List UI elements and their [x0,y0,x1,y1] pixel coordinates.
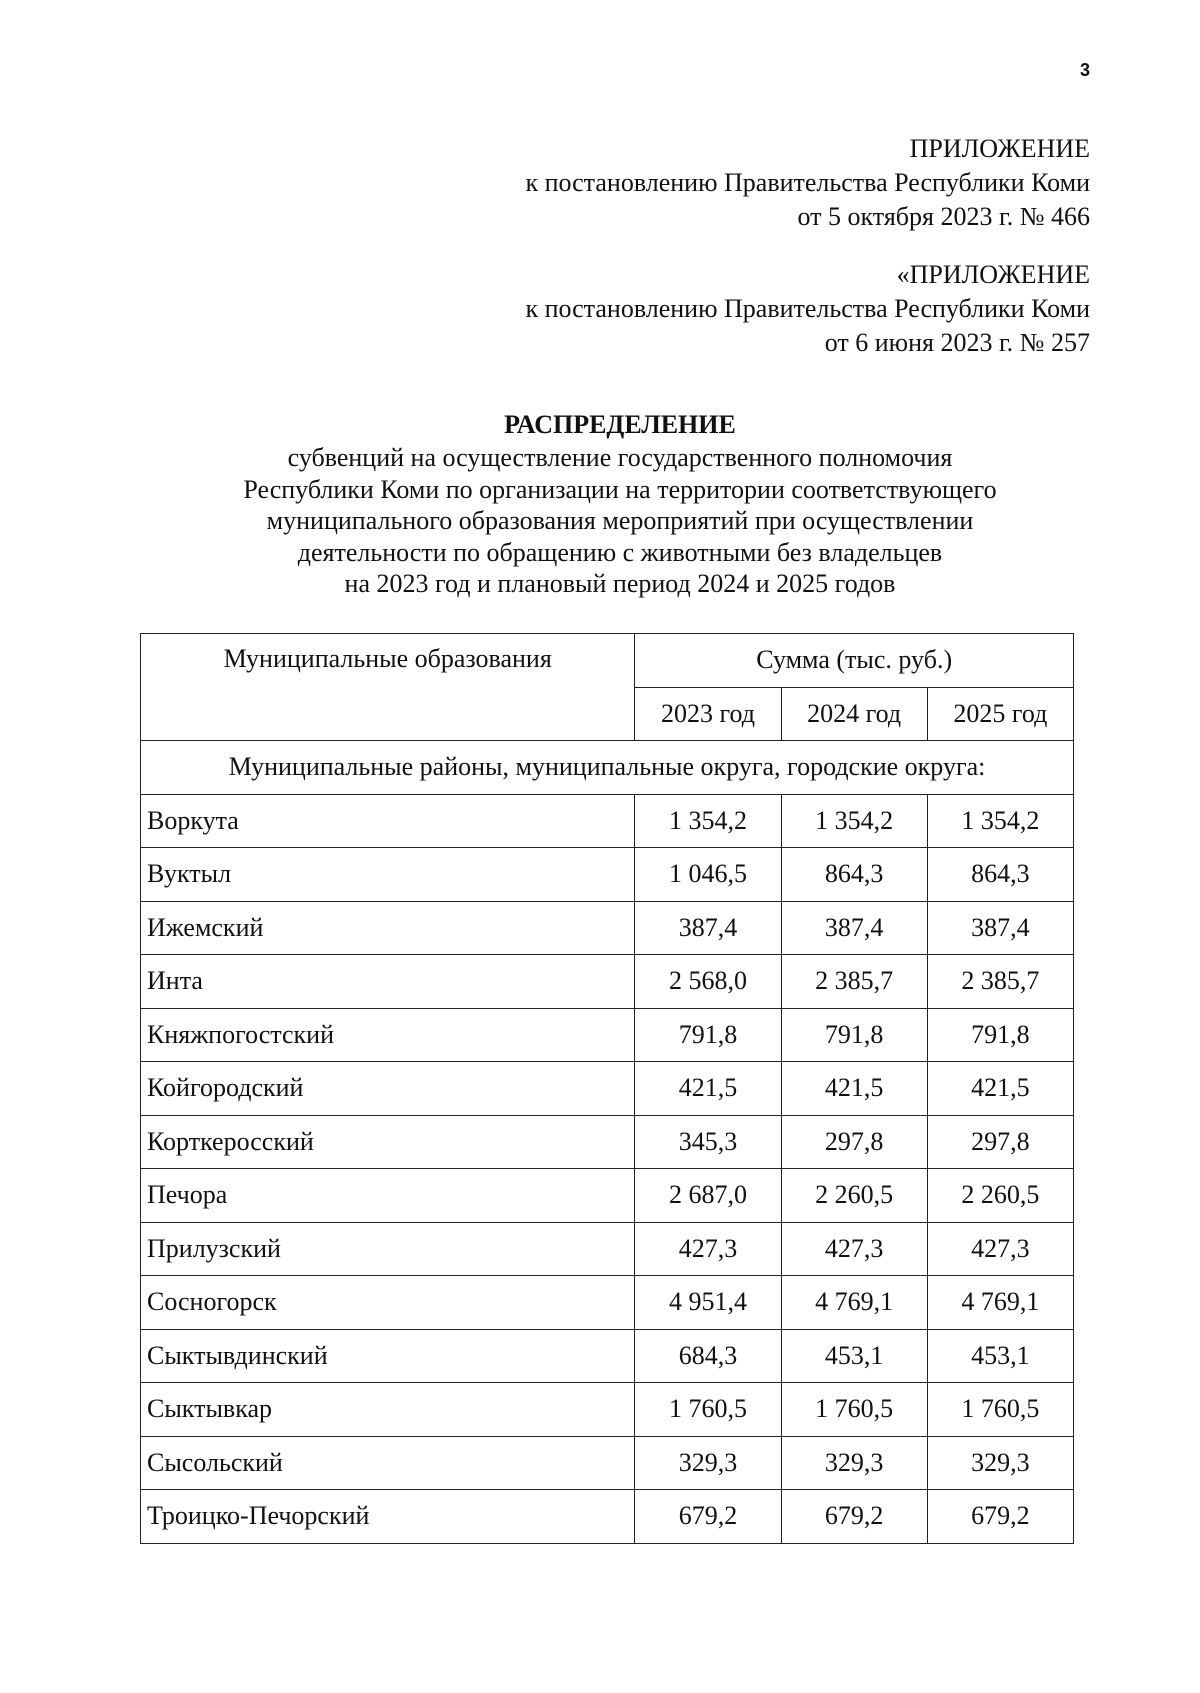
amount-2025: 1 354,2 [927,794,1073,848]
municipality-name: Койгородский [141,1062,635,1116]
municipality-name: Корткеросский [141,1115,635,1169]
amount-2025: 2 385,7 [927,955,1073,1009]
appendix-block-current [525,132,1090,234]
amount-2024: 864,3 [781,848,927,902]
municipality-name: Сыктывкар [141,1383,635,1437]
table-row [141,1115,1074,1169]
amount-2025: 791,8 [927,1008,1073,1062]
municipality-name: Прилузский [141,1222,635,1276]
municipality-name: Сыктывдинский [141,1329,635,1383]
amount-2024: 427,3 [781,1222,927,1276]
amount-2025: 679,2 [927,1490,1073,1544]
amount-2023: 387,4 [635,901,781,955]
section-label: Муниципальные районы, муниципальные округа, городские округа: [141,741,1074,795]
amount-2025: 2 260,5 [927,1169,1073,1223]
document-subtitle-line: на 2023 год и плановый период 2024 и 2025 годов [344,569,896,598]
amount-2023: 2 687,0 [635,1169,781,1223]
amount-2024: 2 260,5 [781,1169,927,1223]
amount-2025: 453,1 [927,1329,1073,1383]
amount-2025: 297,8 [927,1115,1073,1169]
header-year-2023: 2023 год [635,687,781,741]
amount-2023: 791,8 [635,1008,781,1062]
municipality-name: Княжпогостский [141,1008,635,1062]
table-row [141,1008,1074,1062]
table-row [141,848,1074,902]
amount-2025: 4 769,1 [927,1276,1073,1330]
document-subtitle-line: муниципального образования мероприятий при осуществлении [266,506,974,535]
appendix-ref-line: к постановлению Правительства Республики Коми [525,294,1090,323]
table-row [141,1062,1074,1116]
municipality-name: Печора [141,1169,635,1223]
amount-2023: 345,3 [635,1115,781,1169]
document-heading: РАСПРЕДЕЛЕНИЕ [504,410,736,439]
table-section-row [141,741,1074,795]
amount-2025: 421,5 [927,1062,1073,1116]
amount-2024: 421,5 [781,1062,927,1116]
table-row [141,1222,1074,1276]
amount-2024: 329,3 [781,1436,927,1490]
amount-2023: 329,3 [635,1436,781,1490]
table-row [141,901,1074,955]
table-row [141,955,1074,1009]
municipality-name: Воркута [141,794,635,848]
amount-2023: 679,2 [635,1490,781,1544]
table-row [141,1490,1074,1544]
amount-2025: 427,3 [927,1222,1073,1276]
page-number: 3 [1080,60,1091,80]
amount-2024: 679,2 [781,1490,927,1544]
document-subtitle-line: субвенций на осуществление государственного полномочия [287,443,953,472]
amount-2023: 1 760,5 [635,1383,781,1437]
document-subtitle-line: деятельности по обращению с животными без владельцев [297,537,943,567]
amount-2025: 387,4 [927,901,1073,955]
table-row [141,1169,1074,1223]
municipality-name: Сысольский [141,1436,635,1490]
distribution-table [140,633,1074,1544]
amount-2025: 1 760,5 [927,1383,1073,1437]
table-row [141,1329,1074,1383]
amount-2023: 684,3 [635,1329,781,1383]
municipality-name: Ижемский [141,901,635,955]
amount-2025: 329,3 [927,1436,1073,1490]
table-row [141,794,1074,848]
table-row [141,1276,1074,1330]
header-year-2024: 2024 год [781,687,927,741]
appendix-date-line: от 6 июня 2023 г. № 257 [824,328,1090,357]
amount-2024: 2 385,7 [781,955,927,1009]
amount-2024: 297,8 [781,1115,927,1169]
amount-2023: 1 046,5 [635,848,781,902]
municipality-name: Вуктыл [141,848,635,902]
document-title-block [150,408,1090,600]
amount-2023: 427,3 [635,1222,781,1276]
amount-2024: 1 354,2 [781,794,927,848]
amount-2024: 453,1 [781,1329,927,1383]
appendix-ref-line: к постановлению Правительства Республики Коми [525,168,1090,197]
table-row [141,1436,1074,1490]
appendix-title: ПРИЛОЖЕНИЕ [909,134,1090,163]
amount-2024: 791,8 [781,1008,927,1062]
table-header-row [141,634,1074,688]
header-sum: Сумма (тыс. руб.) [635,634,1074,688]
appendix-date-line: от 5 октября 2023 г. № 466 [797,202,1090,231]
amount-2023: 421,5 [635,1062,781,1116]
amount-2025: 864,3 [927,848,1073,902]
header-municipalities: Муниципальные образования [141,634,635,741]
amount-2023: 2 568,0 [635,955,781,1009]
amount-2023: 1 354,2 [635,794,781,848]
amount-2023: 4 951,4 [635,1276,781,1330]
municipality-name: Троицко-Печорский [141,1490,635,1544]
document-subtitle-line: Республики Коми по организации на территории соответствующего [243,474,997,504]
table-row [141,1383,1074,1437]
amount-2024: 387,4 [781,901,927,955]
appendix-block-original [525,258,1090,360]
amount-2024: 1 760,5 [781,1383,927,1437]
appendix-title: «ПРИЛОЖЕНИЕ [896,260,1090,289]
header-year-2025: 2025 год [927,687,1073,741]
municipality-name: Инта [141,955,635,1009]
municipality-name: Сосногорск [141,1276,635,1330]
amount-2024: 4 769,1 [781,1276,927,1330]
table-body [141,741,1074,1544]
